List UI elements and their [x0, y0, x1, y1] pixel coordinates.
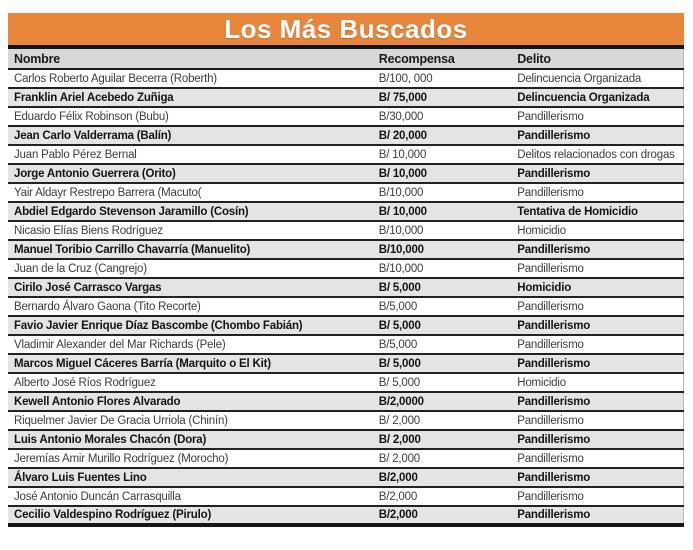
crime-cell: Delincuencia Organizada	[511, 69, 683, 88]
reward-cell: B/ 5,000	[373, 316, 511, 335]
reward-cell: B/2,0000	[373, 392, 511, 411]
table-row	[8, 335, 684, 354]
crime-cell: Homicidio	[511, 221, 683, 240]
table-row	[8, 240, 684, 259]
table-row	[8, 69, 684, 88]
name-cell: Vladimir Alexander del Mar Richards (Pele)	[8, 335, 373, 354]
crime-cell: Pandillerismo	[511, 107, 683, 126]
crime-cell: Pandillerismo	[511, 316, 683, 335]
wanted-table	[8, 49, 684, 527]
crime-cell: Delitos relacionados con drogas	[511, 145, 683, 164]
reward-cell: B/ 2,000	[373, 430, 511, 449]
reward-cell: B/ 10,000	[373, 164, 511, 183]
crime-cell: Pandillerismo	[511, 240, 683, 259]
reward-cell: B/2,000	[373, 468, 511, 487]
reward-cell: B/5,000	[373, 335, 511, 354]
name-cell: Riquelmer Javier De Gracia Urriola (Chinín)	[8, 411, 373, 430]
table-row	[8, 183, 684, 202]
column-header-recompensa: Recompensa	[373, 49, 511, 69]
name-cell: Jorge Antonio Guerrera (Orito)	[8, 164, 373, 183]
name-cell: Yair Aldayr Restrepo Barrera (Macuto(	[8, 183, 373, 202]
column-header-delito: Delito	[511, 49, 683, 69]
reward-cell: B/5,000	[373, 297, 511, 316]
crime-cell: Pandillerismo	[511, 506, 683, 525]
reward-cell: B/30,000	[373, 107, 511, 126]
table-row	[8, 297, 684, 316]
crime-cell: Pandillerismo	[511, 487, 683, 506]
name-cell: Eduardo Félix Robinson (Bubu)	[8, 107, 373, 126]
reward-cell: B/ 20,000	[373, 126, 511, 145]
name-cell: José Antonio Duncán Carrasquilla	[8, 487, 373, 506]
crime-cell: Pandillerismo	[511, 126, 683, 145]
crime-cell: Tentativa de Homicidio	[511, 202, 683, 221]
table-row	[8, 373, 684, 392]
name-cell: Favio Javier Enrique Díaz Bascombe (Chombo Fabián)	[8, 316, 373, 335]
crime-cell: Pandillerismo	[511, 411, 683, 430]
name-cell: Cirilo José Carrasco Vargas	[8, 278, 373, 297]
crime-cell: Pandillerismo	[511, 259, 683, 278]
name-cell: Marcos Miguel Cáceres Barría (Marquito o El Kit)	[8, 354, 373, 373]
reward-cell: B/ 10,000	[373, 145, 511, 164]
name-cell: Jean Carlo Valderrama (Balín)	[8, 126, 373, 145]
crime-cell: Pandillerismo	[511, 430, 683, 449]
table-row	[8, 468, 684, 487]
reward-cell: B/2,000	[373, 487, 511, 506]
reward-cell: B/ 2,000	[373, 449, 511, 468]
table-header-row	[8, 49, 684, 69]
table-row	[8, 506, 684, 525]
name-cell: Bernardo Álvaro Gaona (Tito Recorte)	[8, 297, 373, 316]
reward-cell: B/ 10,000	[373, 202, 511, 221]
name-cell: Abdiel Edgardo Stevenson Jaramillo (Cosín)	[8, 202, 373, 221]
table-row	[8, 145, 684, 164]
table-row	[8, 107, 684, 126]
reward-cell: B/100, 000	[373, 69, 511, 88]
reward-cell: B/ 5,000	[373, 373, 511, 392]
table-row	[8, 487, 684, 506]
crime-cell: Pandillerismo	[511, 297, 683, 316]
reward-cell: B/ 2,000	[373, 411, 511, 430]
crime-cell: Homicidio	[511, 373, 683, 392]
crime-cell: Pandillerismo	[511, 354, 683, 373]
crime-cell: Pandillerismo	[511, 468, 683, 487]
name-cell: Cecilio Valdespino Rodríguez (Pirulo)	[8, 506, 373, 525]
reward-cell: B/2,000	[373, 506, 511, 525]
table-row	[8, 449, 684, 468]
column-header-nombre: Nombre	[8, 49, 373, 69]
table-row	[8, 88, 684, 107]
crime-cell: Pandillerismo	[511, 449, 683, 468]
name-cell: Franklin Ariel Acebedo Zuñiga	[8, 88, 373, 107]
reward-cell: B/ 5,000	[373, 278, 511, 297]
reward-cell: B/10,000	[373, 240, 511, 259]
reward-cell: B/10,000	[373, 259, 511, 278]
table-row	[8, 278, 684, 297]
name-cell: Alberto José Ríos Rodríguez	[8, 373, 373, 392]
table-row	[8, 316, 684, 335]
table-row	[8, 164, 684, 183]
name-cell: Jeremías Amir Murillo Rodríguez (Morocho)	[8, 449, 373, 468]
name-cell: Juan Pablo Pérez Bernal	[8, 145, 373, 164]
crime-cell: Delincuencia Organizada	[511, 88, 683, 107]
crime-cell: Pandillerismo	[511, 392, 683, 411]
name-cell: Juan de la Cruz (Cangrejo)	[8, 259, 373, 278]
name-cell: Nicasio Elías Biens Rodríguez	[8, 221, 373, 240]
title-banner	[8, 13, 684, 49]
name-cell: Álvaro Luis Fuentes Lino	[8, 468, 373, 487]
name-cell: Carlos Roberto Aguilar Becerra (Roberth)	[8, 69, 373, 88]
name-cell: Manuel Toribio Carrillo Chavarría (Manuelito)	[8, 240, 373, 259]
reward-cell: B/ 75,000	[373, 88, 511, 107]
wanted-poster	[8, 13, 684, 527]
table-row	[8, 392, 684, 411]
reward-cell: B/10,000	[373, 221, 511, 240]
table-row	[8, 354, 684, 373]
table-row	[8, 259, 684, 278]
crime-cell: Pandillerismo	[511, 183, 683, 202]
table-row	[8, 430, 684, 449]
name-cell: Luis Antonio Morales Chacón (Dora)	[8, 430, 373, 449]
crime-cell: Pandillerismo	[511, 335, 683, 354]
table-row	[8, 202, 684, 221]
reward-cell: B/ 5,000	[373, 354, 511, 373]
name-cell: Kewell Antonio Flores Alvarado	[8, 392, 373, 411]
table-row	[8, 411, 684, 430]
page-title: Los Más Buscados	[224, 14, 468, 44]
crime-cell: Pandillerismo	[511, 164, 683, 183]
table-row	[8, 221, 684, 240]
crime-cell: Homicidio	[511, 278, 683, 297]
table-row	[8, 126, 684, 145]
reward-cell: B/10,000	[373, 183, 511, 202]
